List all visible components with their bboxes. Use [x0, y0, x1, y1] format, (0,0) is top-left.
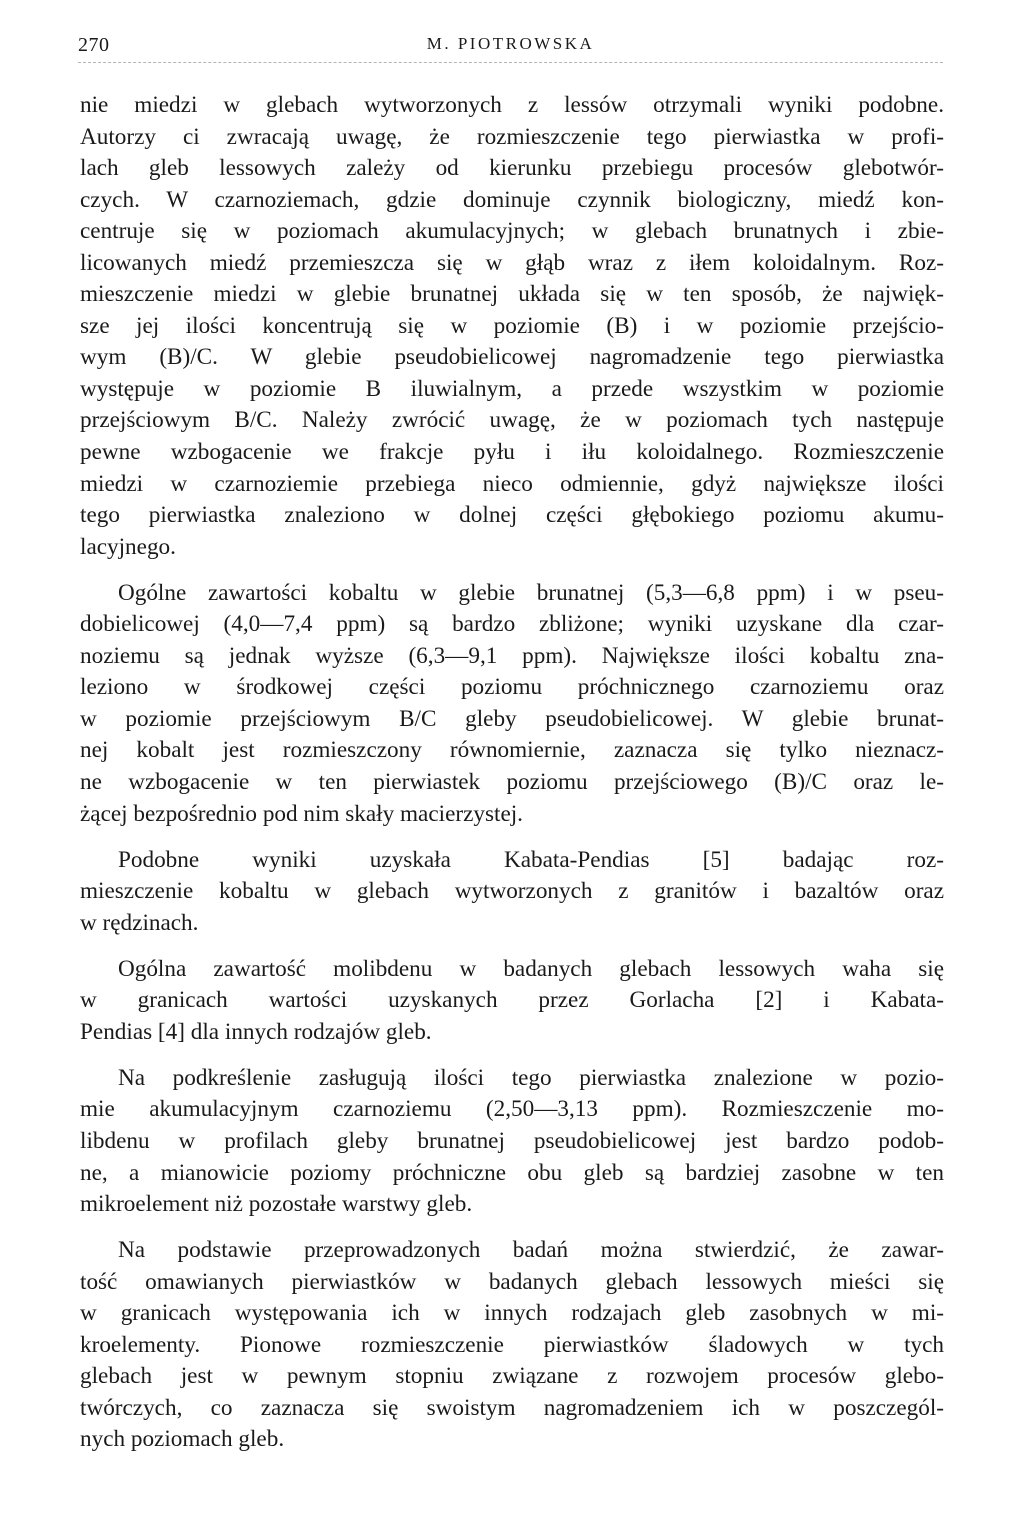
text-line: czych. W czarnoziemach, gdzie dominuje czynnik biologiczny, miedź kon-: [80, 186, 944, 213]
text-line: żącej bezpośrednio pod nim skały macierzystej.: [80, 800, 523, 827]
text-line: noziemu są jednak wyższe (6,3—9,1 ppm). Największe ilości kobaltu zna-: [80, 642, 944, 669]
text-line: ne wzbogacenie w ten pierwiastek poziomu przejściowego (B)/C oraz le-: [80, 768, 944, 795]
text-line: tość omawianych pierwiastków w badanych glebach lessowych mieści się: [80, 1268, 944, 1295]
header-rule: [78, 62, 943, 63]
text-line: mikroelement niż pozostałe warstwy gleb.: [80, 1191, 473, 1218]
paragraph-2: [80, 578, 944, 830]
text-line: lacyjnego.: [80, 533, 176, 560]
text-line: leziono w środkowej części poziomu próchnicznego czarnoziemu oraz: [80, 674, 944, 701]
running-head-author: M. PIOTROWSKA: [426, 34, 595, 53]
text-line: Pendias [4] dla innych rodzajów gleb.: [80, 1018, 432, 1045]
text-line: przejściowym B/C. Należy zwrócić uwagę, że w poziomach tych następuje: [80, 407, 944, 434]
text-line: libdenu w profilach gleby brunatnej pseudobielicowej jest bardzo podob-: [80, 1127, 944, 1154]
text-line: nych poziomach gleb.: [80, 1426, 285, 1453]
text-line: licowanych miedź przemieszcza się w głąb wraz z iłem koloidalnym. Roz-: [80, 249, 944, 276]
text-line: Na podkreślenie zasługują ilości tego pierwiastka znalezione w pozio-: [118, 1064, 944, 1091]
text-line: Ogólna zawartość molibdenu w badanych glebach lessowych waha się: [118, 955, 944, 982]
text-line: mieszczenie kobaltu w glebach wytworzonych z granitów i bazaltów oraz: [80, 878, 944, 905]
text-line: pewne wzbogacenie we frakcje pyłu i iłu koloidalnego. Rozmieszczenie: [80, 439, 944, 466]
body-text: [80, 90, 944, 1456]
page-number: 270: [78, 34, 110, 56]
text-line: wym (B)/C. W glebie pseudobielicowej nagromadzenie tego pierwiastka: [80, 344, 944, 371]
paragraph-1: [80, 90, 944, 563]
text-line: nej kobalt jest rozmieszczony równomiernie, zaznacza się tylko nieznacz-: [80, 737, 944, 764]
text-line: nie miedzi w glebach wytworzonych z lessów otrzymali wyniki podobne.: [80, 92, 944, 118]
text-line: mieszczenie miedzi w glebie brunatnej układa się w ten sposób, że najwięk-: [80, 281, 944, 308]
text-line: w rędzinach.: [80, 909, 199, 936]
text-line: Ogólne zawartości kobaltu w glebie brunatnej (5,3—6,8 ppm) i w pseu-: [118, 579, 944, 606]
text-line: centruje się w poziomach akumulacyjnych; w glebach brunatnych i zbie-: [80, 218, 944, 245]
text-line: w poziomie przejściowym B/C gleby pseudobielicowej. W glebie brunat-: [80, 705, 944, 732]
text-line: glebach jest w pewnym stopniu związane z rozwojem procesów glebo-: [80, 1363, 944, 1390]
text-line: ne, a mianowicie poziomy próchniczne obu gleb są bardziej zasobne w ten: [80, 1159, 944, 1186]
text-line: dobielicowej (4,0—7,4 ppm) są bardzo zbliżone; wyniki uzyskane dla czar-: [80, 611, 944, 638]
text-line: twórczych, co zaznacza się swoistym nagromadzeniem ich w poszczegól-: [80, 1394, 944, 1421]
text-line: miedzi w czarnoziemie przebiega nieco odmiennie, gdyż największe ilości: [80, 470, 944, 497]
paragraph-4: [80, 954, 944, 1049]
paragraph-3: [80, 845, 944, 940]
paragraph-5: [80, 1063, 944, 1221]
text-line: Na podstawie przeprowadzonych badań można stwierdzić, że zawar-: [118, 1237, 944, 1264]
text-line: występuje w poziomie B iluwialnym, a przede wszystkim w poziomie: [80, 375, 944, 402]
text-line: Podobne wyniki uzyskała Kabata-Pendias [5] badając roz-: [118, 846, 944, 873]
text-line: sze jej ilości koncentrują się w poziomie (B) i w poziomie przejścio-: [80, 312, 944, 339]
text-line: kroelementy. Pionowe rozmieszczenie pierwiastków śladowych w tych: [80, 1331, 944, 1358]
text-line: tego pierwiastka znaleziono w dolnej części głębokiego poziomu akumu-: [80, 502, 944, 529]
paragraph-6: [80, 1235, 944, 1456]
text-line: mie akumulacyjnym czarnoziemu (2,50—3,13 ppm). Rozmieszczenie mo-: [80, 1096, 944, 1123]
text-line: w granicach wartości uzyskanych przez Gorlacha [2] i Kabata-: [80, 987, 944, 1014]
text-line: Autorzy ci zwracają uwagę, że rozmieszczenie tego pierwiastka w profi-: [80, 123, 944, 150]
running-head: [78, 26, 943, 66]
text-line: lach gleb lessowych zależy od kierunku przebiegu procesów glebotwór-: [80, 155, 944, 182]
text-line: w granicach występowania ich w innych rodzajach gleb zasobnych w mi-: [80, 1300, 944, 1327]
